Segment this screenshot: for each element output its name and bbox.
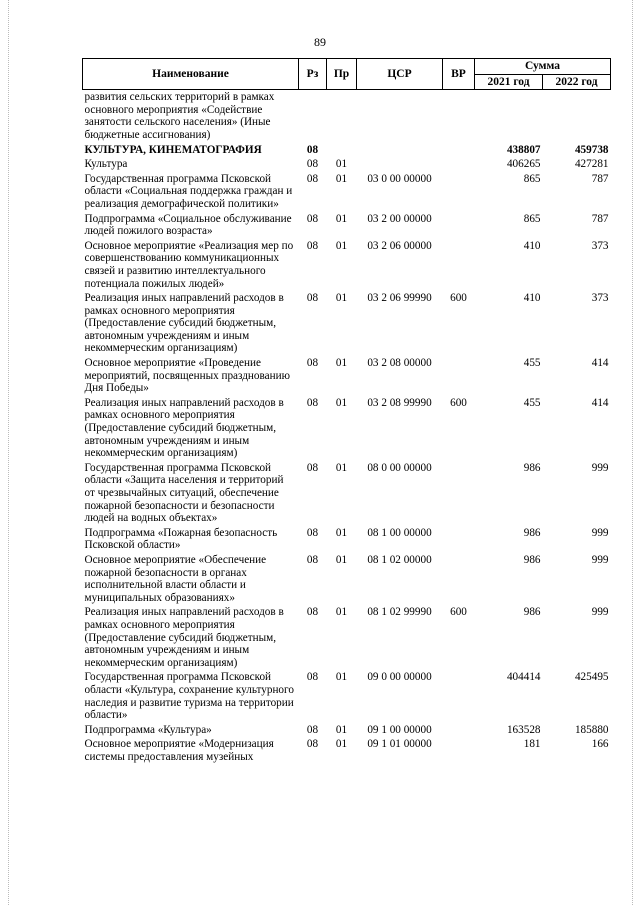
scan-edge-left [8, 0, 10, 905]
row-vr [443, 737, 475, 764]
table-row [83, 605, 611, 670]
row-csr [357, 143, 443, 158]
row-sum-2022: 427281 [574, 158, 609, 171]
row-vr [443, 172, 475, 212]
row-pr [327, 143, 357, 158]
row-sum-2022: 999 [591, 553, 609, 566]
row-csr: 08 1 00 00000 [367, 526, 432, 539]
row-pr: 01 [335, 292, 348, 305]
row-sum-2022: 425495 [574, 671, 609, 684]
table-row [83, 737, 611, 764]
row-name: развития сельских территорий в рамках основного мероприятия «Содействие занятости сельского населения» (Иные бюджетные ассигнования) [84, 91, 275, 141]
row-rz: 08 [306, 357, 319, 370]
row-vr [443, 143, 475, 158]
row-sum-2022: 373 [591, 292, 609, 305]
header-year-2022: 2022 год [543, 74, 611, 90]
row-sum-2022: 373 [591, 239, 609, 252]
row-csr: 09 0 00 00000 [367, 671, 432, 684]
row-pr: 01 [335, 357, 348, 370]
row-pr [327, 90, 357, 143]
header-csr: ЦСР [357, 59, 443, 90]
table-row [83, 356, 611, 396]
row-vr [443, 461, 475, 526]
row-csr: 03 2 06 99990 [367, 292, 432, 305]
row-csr: 03 2 08 00000 [367, 357, 432, 370]
row-name: Реализация иных направлений расходов в рамках основного мероприятия (Предоставление субсидий бюджетным, автономным учреждениям и иным некоммерческим организациям) [84, 606, 284, 669]
header-rz: Рз [299, 59, 327, 90]
row-name: Реализация иных направлений расходов в рамках основного мероприятия (Предоставление субсидий бюджетным, автономным учреждениям и иным некоммерческим организациям) [84, 396, 284, 460]
row-name: Реализация иных направлений расходов в рамках основного мероприятия (Предоставление субсидий бюджетным, автономным учреждениям и иным некоммерческим организациям) [84, 292, 284, 355]
row-sum-2022: 999 [591, 606, 609, 619]
header-vr: ВР [443, 59, 475, 90]
row-vr [443, 723, 475, 738]
row-rz: 08 [306, 606, 319, 619]
row-pr: 01 [335, 606, 348, 619]
row-pr: 01 [335, 671, 348, 684]
row-sum-2021: 404414 [506, 671, 541, 684]
row-vr [443, 157, 475, 172]
row-sum-2022: 999 [591, 526, 609, 539]
header-pr: Пр [327, 59, 357, 90]
row-rz: 08 [306, 526, 319, 539]
table-row [83, 90, 611, 143]
row-vr: 600 [450, 292, 467, 305]
row-sum-2021: 986 [523, 461, 541, 474]
row-vr [443, 553, 475, 605]
row-csr: 03 2 06 00000 [367, 239, 432, 252]
row-rz: 08 [306, 396, 319, 409]
row-rz: 08 [306, 671, 319, 684]
row-sum-2021: 406265 [506, 158, 541, 171]
table-row [83, 143, 611, 158]
row-name: Подпрограмма «Культура» [84, 723, 212, 736]
header-year-2021: 2021 год [475, 74, 543, 90]
row-name: Государственная программа Псковской области «Социальная поддержка граждан и реализация демографической политики» [84, 172, 293, 210]
scan-edge-right [632, 0, 634, 905]
row-sum-2021 [475, 90, 543, 143]
row-sum-2022: 185880 [574, 723, 609, 736]
row-pr: 01 [335, 553, 348, 566]
row-sum-2022 [543, 90, 611, 143]
row-sum-2021: 986 [523, 526, 541, 539]
row-csr [357, 157, 443, 172]
row-sum-2021: 163528 [506, 723, 541, 736]
row-name: Основное мероприятие «Реализация мер по совершенствованию коммуникационных связей и развитию интеллектуального потенциала пожилых людей» [84, 239, 294, 290]
row-pr: 01 [335, 738, 348, 751]
row-name: Подпрограмма «Социальное обслуживание людей пожилого возраста» [84, 212, 292, 238]
table-row [83, 239, 611, 291]
row-vr [443, 356, 475, 396]
row-name: Культура [84, 158, 128, 171]
row-name: Подпрограмма «Пожарная безопасность Псковской области» [84, 526, 278, 552]
table-row [83, 396, 611, 461]
table-row [83, 461, 611, 526]
row-csr: 09 1 01 00000 [367, 738, 432, 751]
row-sum-2021: 410 [523, 239, 541, 252]
table-row [83, 172, 611, 212]
row-rz: 08 [306, 212, 319, 225]
row-csr: 08 1 02 99990 [367, 606, 432, 619]
row-sum-2021: 438807 [506, 143, 541, 156]
row-name: Основное мероприятие «Обеспечение пожарной безопасности в органах исполнительной власти области и муниципальных образованиях» [84, 553, 267, 604]
row-name: Основное мероприятие «Модернизация системы предоставления музейных [84, 738, 274, 763]
table-row [83, 723, 611, 738]
table-row [83, 526, 611, 553]
row-csr: 08 1 02 00000 [367, 553, 432, 566]
page-number: 89 [314, 35, 326, 49]
row-rz: 08 [306, 292, 319, 305]
row-csr: 08 0 00 00000 [367, 461, 432, 474]
budget-table [82, 58, 611, 764]
row-pr: 01 [335, 526, 348, 539]
row-sum-2022: 166 [591, 738, 609, 751]
table-row [83, 670, 611, 722]
row-rz: 08 [306, 461, 319, 474]
table-body [83, 90, 611, 765]
row-sum-2022: 459738 [574, 143, 609, 156]
table-header [83, 59, 611, 90]
row-name: Государственная программа Псковской области «Культура, сохранение культурного наследия и развитие туризма на территории области» [84, 671, 294, 722]
row-sum-2021: 455 [523, 396, 541, 409]
row-csr: 03 2 08 99990 [367, 396, 432, 409]
row-sum-2022: 787 [591, 212, 609, 225]
row-vr [443, 526, 475, 553]
table-row [83, 291, 611, 356]
row-pr: 01 [335, 212, 348, 225]
row-name: КУЛЬТУРА, КИНЕМАТОГРАФИЯ [84, 143, 262, 156]
row-sum-2021: 986 [523, 606, 541, 619]
row-rz: 08 [306, 553, 319, 566]
row-vr [443, 212, 475, 239]
row-sum-2021: 181 [523, 738, 541, 751]
row-pr: 01 [335, 239, 348, 252]
header-name: Наименование [83, 59, 299, 90]
row-sum-2022: 414 [591, 396, 609, 409]
row-sum-2021: 865 [523, 212, 541, 225]
row-sum-2021: 986 [523, 553, 541, 566]
row-pr: 01 [335, 158, 348, 171]
header-sum: Сумма [475, 59, 611, 75]
row-sum-2021: 865 [523, 172, 541, 185]
row-rz: 08 [306, 158, 319, 171]
row-sum-2021: 410 [523, 292, 541, 305]
row-vr [443, 90, 475, 143]
row-csr: 03 0 00 00000 [367, 172, 432, 185]
row-sum-2022: 414 [591, 357, 609, 370]
row-name: Государственная программа Псковской области «Защита населения и территорий от чрезвычайных ситуаций, обеспечение пожарной безопасности и безопасности людей на водных объектах» [84, 461, 284, 525]
row-csr: 03 2 00 00000 [367, 212, 432, 225]
row-rz: 08 [306, 723, 319, 736]
row-pr: 01 [335, 396, 348, 409]
row-sum-2022: 787 [591, 172, 609, 185]
row-vr [443, 670, 475, 722]
row-pr: 01 [335, 723, 348, 736]
row-pr: 01 [335, 461, 348, 474]
row-pr: 01 [335, 172, 348, 185]
row-sum-2022: 999 [591, 461, 609, 474]
row-rz [299, 90, 327, 143]
row-rz: 08 [306, 172, 319, 185]
table-row [83, 212, 611, 239]
row-vr: 600 [450, 396, 467, 409]
row-rz: 08 [306, 143, 319, 156]
row-name: Основное мероприятие «Проведение мероприятий, посвященных празднованию Дня Победы» [84, 357, 290, 395]
row-sum-2021: 455 [523, 357, 541, 370]
row-csr: 09 1 00 00000 [367, 723, 432, 736]
table-row [83, 553, 611, 605]
row-vr [443, 239, 475, 291]
row-rz: 08 [306, 738, 319, 751]
row-vr: 600 [450, 606, 467, 619]
table-row [83, 157, 611, 172]
row-rz: 08 [306, 239, 319, 252]
row-csr [357, 90, 443, 143]
